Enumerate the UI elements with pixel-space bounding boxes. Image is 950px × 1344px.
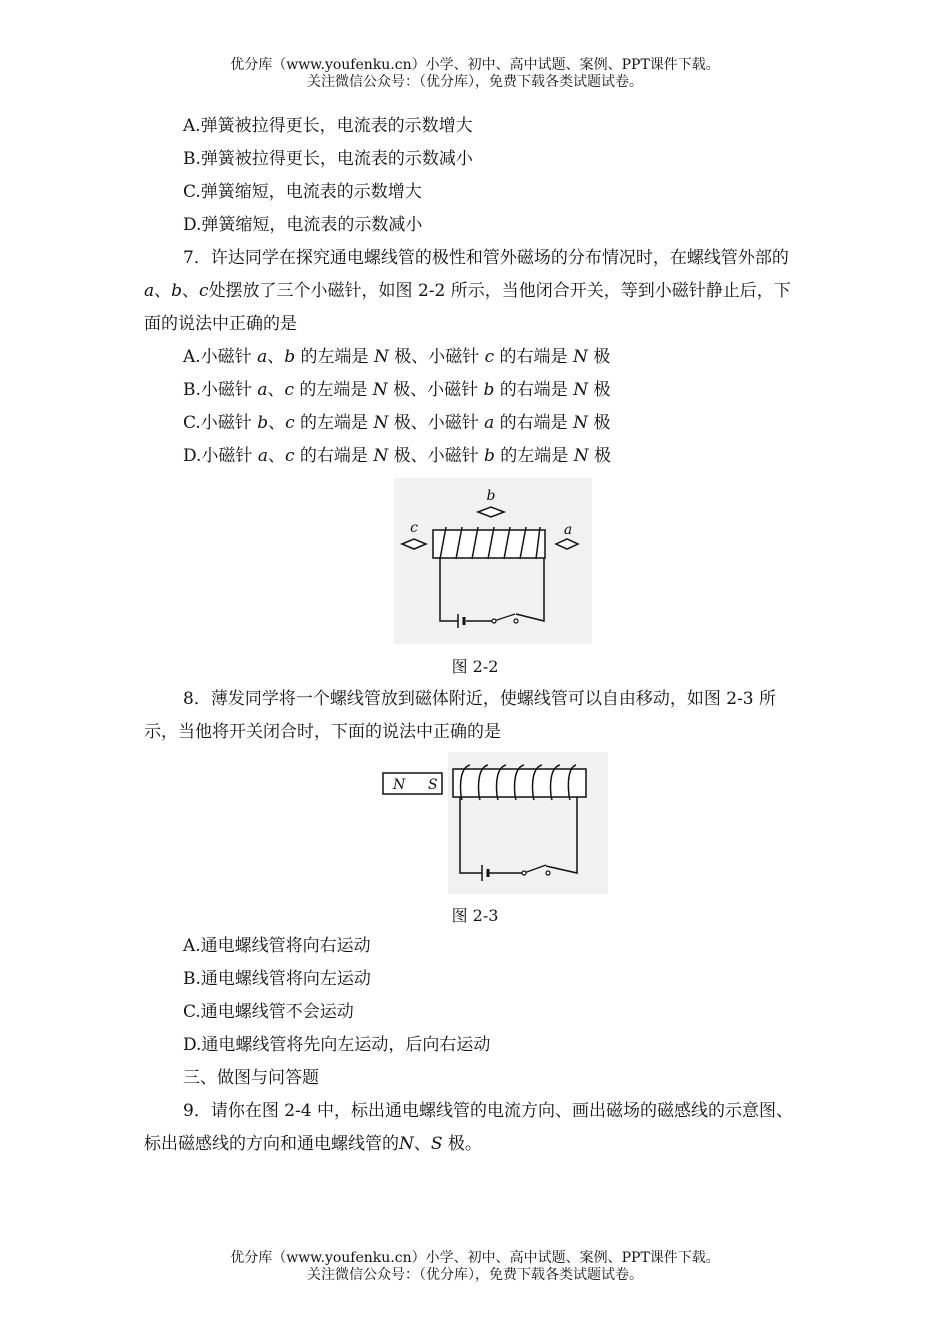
q7-option-d: D.小磁针 a、c 的右端是 N 极、小磁针 b 的左端是 N 极 — [183, 446, 611, 466]
q6-option-b: B.弹簧被拉得更长，电流表的示数减小 — [183, 149, 473, 169]
page-header — [0, 57, 950, 91]
q6-option-d: D.弹簧缩短，电流表的示数减小 — [183, 215, 423, 235]
solenoid-tube — [453, 769, 586, 797]
q7-option-b: B.小磁针 a、c 的左端是 N 极、小磁针 b 的右端是 N 极 — [183, 380, 611, 400]
q8-option-b: B.通电螺线管将向左运动 — [183, 969, 371, 989]
q6-option-a: A.弹簧被拉得更长，电流表的示数增大 — [183, 116, 473, 136]
q7-option-c: C.小磁针 b、c 的左端是 N 极、小磁针 a 的右端是 N 极 — [183, 413, 611, 433]
footer-line-2: 关注微信公众号：（优分库），免费下载各类试题试卷。 — [307, 1267, 643, 1283]
figure-2-2 — [394, 478, 592, 644]
q7-option-a: A.小磁针 a、b 的左端是 N 极、小磁针 c 的右端是 N 极 — [183, 347, 611, 367]
q8-option-a: A.通电螺线管将向右运动 — [183, 936, 371, 956]
q8-stem: 8．薄发同学将一个螺线管放到磁体附近，使螺线管可以自由移动，如图 2-3 所示，当他将开关闭合时，下面的说法中正确的是 — [144, 689, 776, 742]
q7-stem: 7．许达同学在探究通电螺线管的极性和管外磁场的分布情况时，在螺线管外部的a、b、c处摆放了三个小磁针，如图 2-2 所示，当他闭合开关，等到小磁针静止后，下面的说法中正确的是 — [144, 248, 791, 334]
q9-stem: 9．请你在图 2-4 中，标出通电螺线管的电流方向、画出磁场的磁感线的示意图、标出磁感线的方向和通电螺线管的N、S 极。 — [144, 1101, 793, 1154]
q8-option-c: C.通电螺线管不会运动 — [183, 1002, 354, 1022]
q8-option-d: D.通电螺线管将先向左运动，后向右运动 — [183, 1035, 491, 1055]
header-line-2: 关注微信公众号：（优分库），免费下载各类试题试卷。 — [307, 74, 643, 90]
figure-2-3 — [378, 752, 608, 894]
magnet-n-label: N — [393, 777, 406, 793]
label-b: b — [486, 488, 496, 504]
header-line-1: 优分库（www.youfenku.cn）小学、初中、高中试题、案例、PPT课件下载。 — [230, 57, 720, 73]
label-a: a — [563, 522, 573, 538]
magnet-s-label: S — [428, 777, 438, 793]
section-3-title: 三、做图与问答题 — [183, 1068, 319, 1088]
figure-2-3-caption: 图 2-3 — [451, 906, 499, 925]
page-footer — [0, 1250, 950, 1284]
figure-2-2-caption: 图 2-2 — [451, 657, 499, 676]
footer-line-1: 优分库（www.youfenku.cn）小学、初中、高中试题、案例、PPT课件下载。 — [230, 1250, 720, 1266]
q6-option-c: C.弹簧缩短，电流表的示数增大 — [183, 182, 422, 202]
label-c: c — [410, 520, 418, 536]
